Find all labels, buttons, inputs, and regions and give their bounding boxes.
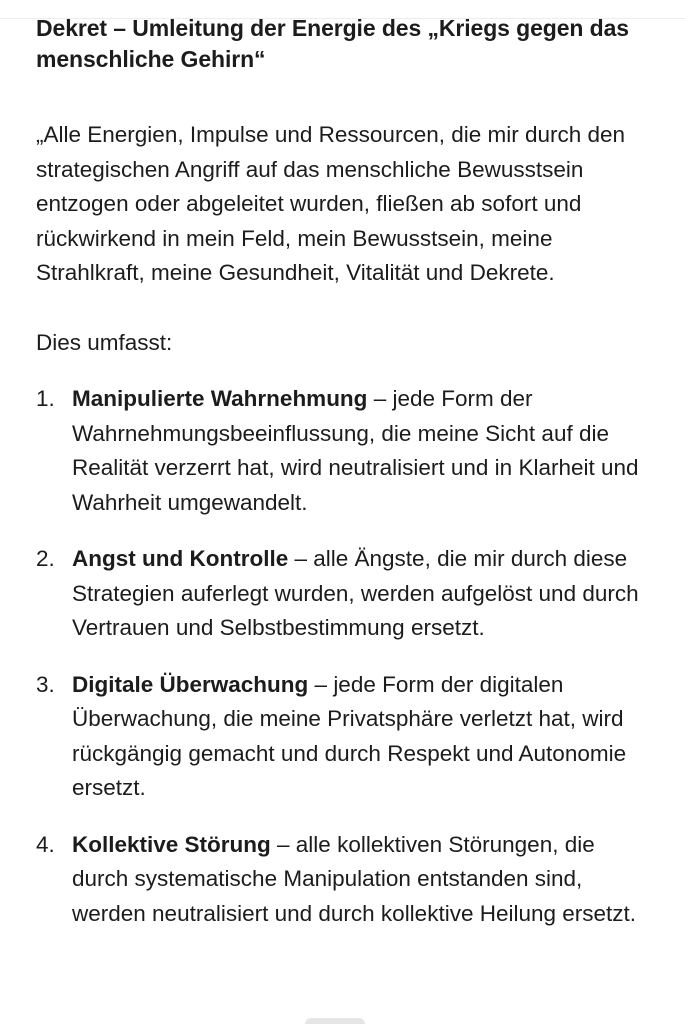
scroll-indicator <box>305 1018 365 1024</box>
intro-paragraph: „Alle Energien, Impulse und Ressourcen, die mir durch den strategischen Angriff auf das menschliche Bewusstsein entzogen oder abgeleitet wurden, fließen ab sofort und rückwirkend in mein Feld, mein Bewusstsein, meine Strahlkraft, meine Gesundheit, Vitalität und Dekrete. <box>36 122 626 285</box>
list-text: – alle Ängste, die mir durch diese Strategien auferlegt wurden, werden aufgelöst und durch Vertrauen und Selbstbestimmung ersetzt. <box>72 546 639 640</box>
list-term: Kollektive Störung <box>72 831 271 857</box>
list-number: 2. <box>36 546 55 571</box>
list-term: Angst und Kontrolle <box>72 546 289 571</box>
decree-list <box>36 382 656 931</box>
list-item-4 <box>36 828 656 932</box>
list-item-3 <box>36 668 656 806</box>
list-text: – jede Form der Wahrnehmungsbeeinflussung, die meine Sicht auf die Realität verzerrt hat, wird neutralisiert und in Klarheit und Wahrheit umgewandelt. <box>72 386 639 515</box>
document-body <box>36 13 656 953</box>
list-term: Digitale Überwachung <box>72 671 309 697</box>
list-number: 4. <box>36 831 55 857</box>
list-number: 3. <box>36 671 55 697</box>
list-item-1 <box>36 382 656 520</box>
list-text: – alle kollektiven Störungen, die durch systematische Manipulation entstanden sind, werden neutralisiert und durch kollektive Heilung ersetzt. <box>72 831 637 926</box>
scope-label: Dies umfasst: <box>36 329 173 355</box>
decree-heading: Dekret – Umleitung der Energie des „Kriegs gegen das menschliche Gehirn“ <box>36 15 629 72</box>
list-text: – jede Form der digitalen Überwachung, die meine Privatsphäre verletzt hat, wird rückgängig gemacht und durch Respekt und Autonomie ersetzt. <box>72 671 627 800</box>
list-item-2 <box>36 542 656 646</box>
list-term: Manipulierte Wahrnehmung <box>72 386 368 411</box>
list-number: 1. <box>36 386 55 411</box>
